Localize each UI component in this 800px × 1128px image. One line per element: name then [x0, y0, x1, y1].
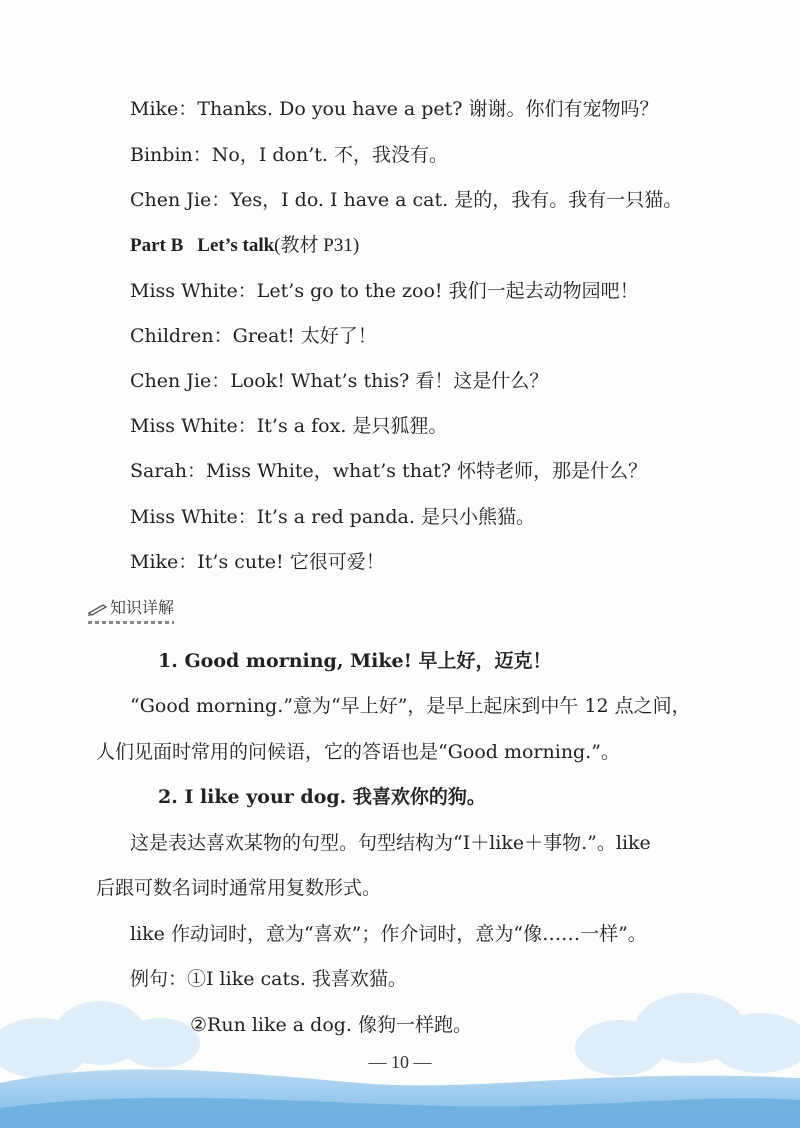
page-number: — 10 —: [368, 1052, 432, 1072]
pen-icon: [88, 602, 108, 616]
point-1-title: 1. Good morning, Mike! 早上好，迈克！: [158, 650, 552, 672]
paragraph-line: 这是表达喜欢某物的句型。句型结构为“I＋like＋事物.”。like: [130, 832, 651, 854]
dialogue-line: Miss White：Let’s go to the zoo! 我们一起去动物园吧！: [130, 280, 639, 302]
dialogue-line: Chen Jie：Yes，I do. I have a cat. 是的，我有。我有一只猫。: [130, 189, 683, 211]
part-label: Part B: [130, 235, 184, 256]
paragraph-line: 后跟可数名词时通常用复数形式。: [96, 877, 382, 899]
part-reference: (教材 P31): [274, 235, 360, 256]
part-b-heading: [130, 234, 359, 258]
part-title: Let’s talk: [197, 235, 275, 256]
point-2-title: 2. I like your dog. 我喜欢你的狗。: [158, 786, 486, 808]
dialogue-line: Miss White：It’s a red panda. 是只小熊猫。: [130, 506, 535, 528]
dialogue-line: Miss White：It’s a fox. 是只狐狸。: [130, 415, 448, 437]
paragraph-line: 人们见面时常用的问候语，它的答语也是“Good morning.”。: [96, 741, 620, 763]
example-line: ②Run like a dog. 像狗一样跑。: [190, 1014, 473, 1036]
section-heading-label: 知识详解: [110, 598, 175, 617]
dashed-underline: [88, 621, 174, 624]
dialogue-line: Sarah：Miss White，what’s that? 怀特老师，那是什么？: [130, 460, 648, 482]
dialogue-line: Mike：Thanks. Do you have a pet? 谢谢。你们有宠物吗？: [130, 98, 659, 120]
example-line: 例句：①I like cats. 我喜欢猫。: [130, 968, 407, 990]
dialogue-line: Binbin：No，I don’t. 不，我没有。: [130, 144, 448, 166]
paragraph-line: like 作动词时，意为“喜欢”；作介词时，意为“像……一样”。: [130, 923, 647, 945]
dialogue-line: Mike：It’s cute! 它很可爱！: [130, 551, 385, 573]
dialogue-line: Children：Great! 太好了！: [130, 325, 377, 347]
dialogue-line: Chen Jie：Look! What’s this? 看！这是什么？: [130, 370, 549, 392]
section-heading: [88, 598, 174, 622]
paragraph-line: “Good morning.”意为“早上好”，是早上起床到中午 12 点之间，: [130, 695, 691, 717]
